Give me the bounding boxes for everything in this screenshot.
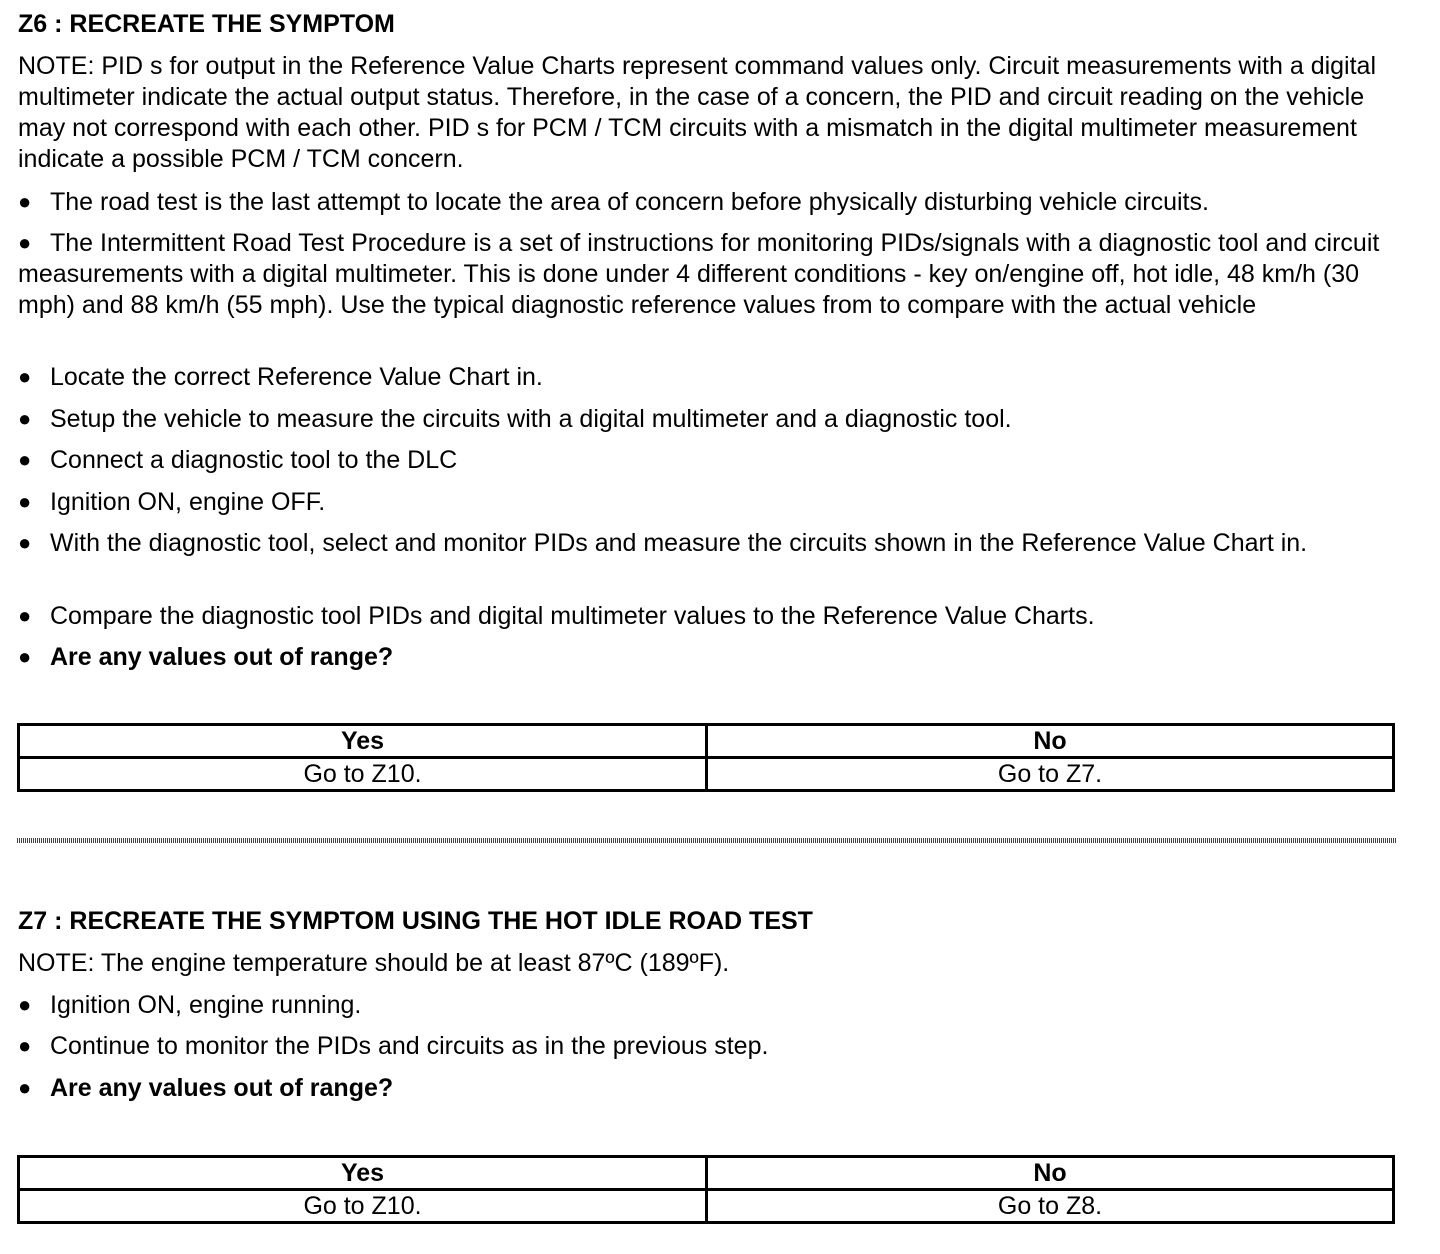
z6-bullet-8-text: Compare the diagnostic tool PIDs and digital multimeter values to the Reference Value Charts. (50, 602, 1095, 630)
z6-bullet-2 (18, 227, 1413, 321)
z6-note: NOTE: PID s for output in the Reference Value Charts represent command values only. Circuit measurements with a digital multimeter indicate the actual output status. Therefore, in the case of a concern, the PID and circuit reading on the vehicle may not correspond with each other. PID s for PCM / TCM circuits with a mismatch in the digital multimeter measurement indicate a possible PCM / TCM concern. (18, 52, 1377, 173)
z6-bullet-6-text: Ignition ON, engine OFF. (50, 488, 326, 516)
z6-bullet-1-text: The road test is the last attempt to locate the area of concern before physically disturbing vehicle circuits. (50, 188, 1209, 216)
bullet-icon: ● (18, 447, 32, 472)
bullet-icon: ● (18, 189, 32, 214)
z6-bullet-3 (18, 361, 1413, 393)
bullet-icon: ● (18, 992, 32, 1017)
bullet-icon: ● (18, 364, 32, 389)
z7-bullet-1-text: Ignition ON, engine running. (50, 991, 362, 1019)
z6-bullet-7 (18, 527, 1413, 559)
z7-decision-table (17, 1155, 1395, 1224)
z7-question (18, 1072, 1413, 1104)
table-row (19, 1157, 1394, 1190)
bullet-icon: ● (18, 489, 32, 514)
yes-action: Go to Z10. (19, 758, 707, 791)
table-row (19, 1190, 1394, 1223)
z7-bullet-2 (18, 1030, 1413, 1062)
bullet-icon: ● (18, 230, 32, 255)
z6-bullet-5-text: Connect a diagnostic tool to the DLC (50, 446, 458, 474)
z6-bullet-6 (18, 486, 1413, 518)
yes-header: Yes (19, 725, 707, 758)
no-header: No (707, 1157, 1394, 1190)
z6-bullet-1 (18, 186, 1413, 218)
z6-bullet-4 (18, 403, 1413, 435)
z7-question-text: Are any values out of range? (50, 1074, 394, 1102)
z7-bullet-2-text: Continue to monitor the PIDs and circuits as in the previous step. (50, 1032, 769, 1060)
no-action: Go to Z8. (707, 1190, 1394, 1223)
z6-heading: Z6 : RECREATE THE SYMPTOM (18, 10, 395, 38)
z6-bullet-7-text: With the diagnostic tool, select and monitor PIDs and measure the circuits shown in the Reference Value Chart in. (50, 529, 1308, 557)
no-action: Go to Z7. (707, 758, 1394, 791)
z7-bullet-1 (18, 989, 1413, 1021)
bullet-icon: ● (18, 1033, 32, 1058)
yes-header: Yes (19, 1157, 707, 1190)
z6-bullet-3-text: Locate the correct Reference Value Chart in. (50, 363, 543, 391)
bullet-icon: ● (18, 530, 32, 555)
z6-bullet-8 (18, 600, 1413, 632)
z6-question (18, 641, 1413, 673)
yes-action: Go to Z10. (19, 1190, 707, 1223)
table-row (19, 758, 1394, 791)
z6-bullet-2-text: The Intermittent Road Test Procedure is a set of instructions for monitoring PIDs/signals with a diagnostic tool and circuit measurements with a digital multimeter. This is done under 4 different conditions - key on/engine off, hot idle, 48 km/h (30 mph) and 88 km/h (55 mph). Use the typical diagnostic reference values from to compare with the actual vehicle (18, 229, 1380, 319)
bullet-icon: ● (18, 1075, 32, 1100)
z6-bullet-4-text: Setup the vehicle to measure the circuits with a digital multimeter and a diagnostic tool. (50, 405, 1012, 433)
bullet-icon: ● (18, 644, 32, 669)
z7-heading: Z7 : RECREATE THE SYMPTOM USING THE HOT IDLE ROAD TEST (18, 907, 813, 935)
no-header: No (707, 725, 1394, 758)
z6-bullet-5 (18, 444, 1413, 476)
z6-question-text: Are any values out of range? (50, 643, 394, 671)
z6-decision-table (17, 723, 1395, 792)
section-divider (17, 838, 1397, 843)
bullet-icon: ● (18, 603, 32, 628)
table-row (19, 725, 1394, 758)
z7-note: NOTE: The engine temperature should be at least 87ºC (189ºF). (18, 949, 730, 977)
bullet-icon: ● (18, 406, 32, 431)
